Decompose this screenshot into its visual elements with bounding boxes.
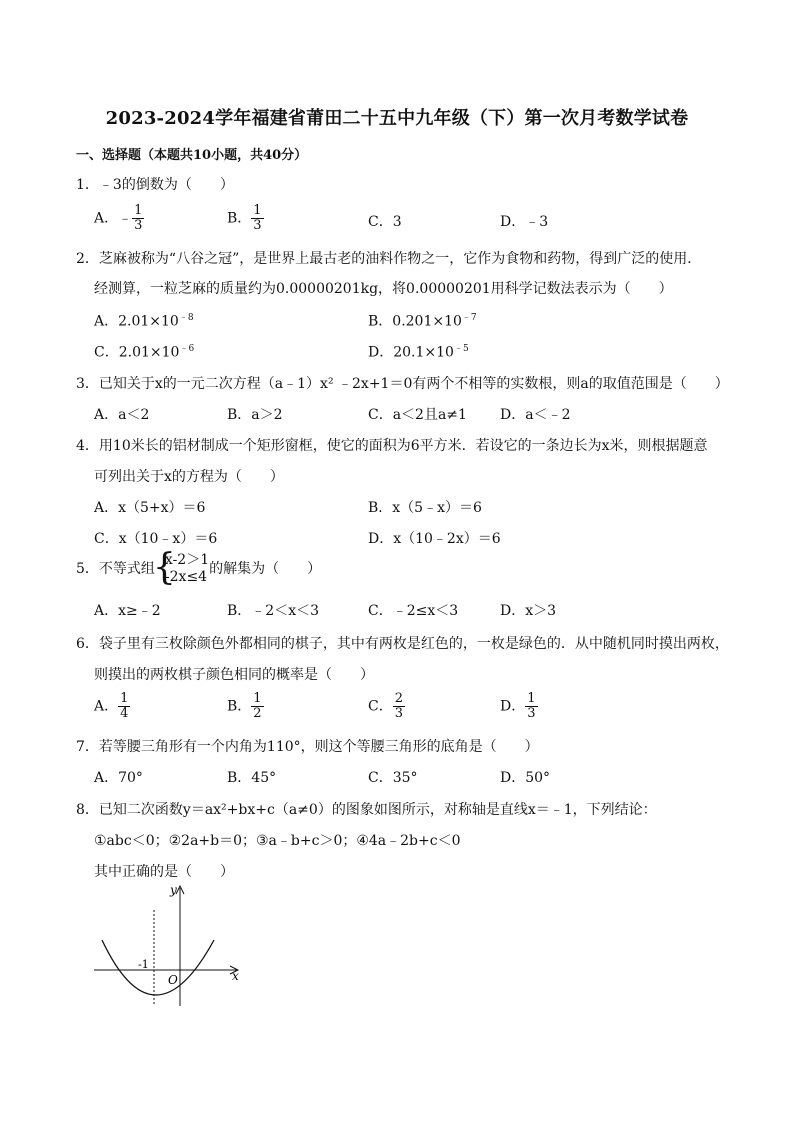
q3-stem: 3．已知关于x的一元二次方程（a﹣1）x² ﹣2x+1＝0有两个不相等的实数根，则a的取值范围是（ ） (76, 376, 729, 392)
fraction: $\frac{1}{3}$ (527, 691, 536, 721)
origin-label: O (168, 973, 178, 987)
q5-option-d[interactable]: D．x＞3 (500, 603, 557, 619)
q4-stem-line2: 可列出关于x的方程为（ ） (94, 469, 284, 485)
minus-one-label: -1 (138, 958, 149, 971)
q3-option-c[interactable]: C．a＜2且a≠1 (368, 407, 467, 423)
fraction: $\frac{1}{4}$ (120, 691, 129, 721)
q1-option-b[interactable]: B． $\frac{1}{3}$ (227, 203, 262, 233)
q2-option-a[interactable]: A．$2.01\times 10^{﹣8}$ (94, 313, 194, 330)
x-axis-label: x (232, 969, 239, 983)
q4-stem-line1: 4．用10米长的铝材制成一个矩形窗框，使它的面积为6平方米．若设它的一条边长为x米，则根据题意 (76, 438, 708, 454)
fraction: $\frac{1}{3}$ (134, 203, 143, 233)
q1-option-c[interactable]: C．3 (368, 214, 402, 230)
q6-option-c[interactable]: C． $\frac{2}{3}$ (368, 691, 403, 721)
q2-option-d[interactable]: D．$20.1\times 10^{﹣5}$ (368, 344, 469, 361)
q4-option-d[interactable]: D．x（10﹣2x）＝6 (368, 531, 501, 547)
fraction: $\frac{1}{3}$ (253, 203, 262, 233)
fraction: $\frac{1}{2}$ (253, 691, 262, 721)
parabola-curve (102, 940, 214, 995)
fraction: $\frac{2}{3}$ (394, 691, 403, 721)
section-heading: 一、选择题（本题共10小题，共40分） (76, 148, 308, 163)
q8-ask: 其中正确的是（ ） (94, 864, 234, 880)
q1-stem: 1．﹣3的倒数为（ ） (76, 177, 234, 193)
q7-option-c[interactable]: C．35° (368, 770, 418, 786)
q5-option-a[interactable]: A．x≥﹣2 (94, 603, 161, 619)
q4-option-a[interactable]: A．x（5+x）＝6 (94, 500, 206, 516)
q5-option-b[interactable]: B．﹣2＜x＜3 (227, 603, 319, 619)
q2-stem-line1: 2．芝麻被称为“八谷之冠”，是世界上最古老的油料作物之一，它作为食物和药物，得到广泛的使用． (76, 251, 702, 267)
q1-option-a[interactable]: A．﹣ $\frac{1}{3}$ (94, 203, 143, 233)
q8-stem: 8．已知二次函数y＝ax²+bx+c（a≠0）的图象如图所示，对称轴是直线x＝﹣1，下列结论： (76, 802, 657, 818)
q6-option-b[interactable]: B． $\frac{1}{2}$ (227, 691, 262, 721)
q2-option-b[interactable]: B．$0.201\times 10^{﹣7}$ (368, 313, 477, 330)
q7-option-d[interactable]: D．50° (500, 770, 551, 786)
q7-option-a[interactable]: A．70° (94, 770, 143, 786)
q3-option-a[interactable]: A．a＜2 (94, 407, 150, 423)
y-axis-label: y (170, 883, 177, 897)
q6-option-a[interactable]: A． $\frac{1}{4}$ (94, 691, 129, 721)
q3-option-b[interactable]: B．a＞2 (227, 407, 283, 423)
inequality-system: { x-2＞1 -2x≤4 (152, 547, 210, 588)
q5-option-c[interactable]: C．﹣2≤x＜3 (368, 603, 459, 619)
q4-option-c[interactable]: C．x（10﹣x）＝6 (94, 531, 218, 547)
q6-option-d[interactable]: D． $\frac{1}{3}$ (500, 691, 536, 721)
q2-stem-line2: 经测算，一粒芝麻的质量约为0.00000201kg，将0.00000201用科学记数法表示为（ ） (94, 281, 673, 297)
q6-stem-line2: 则摸出的两枚棋子颜色相同的概率是（ ） (94, 667, 374, 683)
q5-stem: 5．不等式组 { x-2＞1 -2x≤4 的解集为（ ） (76, 547, 322, 588)
q8-conclusions: ①abc＜0；②2a+b＝0；③a﹣b+c＞0；④4a﹣2b+c＜0 (94, 833, 461, 849)
q2-option-c[interactable]: C．$2.01\times 10^{﹣6}$ (94, 344, 195, 361)
q1-option-d[interactable]: D．﹣3 (500, 214, 549, 230)
q3-option-d[interactable]: D．a＜﹣2 (500, 407, 571, 423)
parabola-graph (90, 880, 250, 1010)
q6-stem-line1: 6．袋子里有三枚除颜色外都相同的棋子，其中有两枚是红色的，一枚是绿色的．从中随机同时摸出两枚， (76, 636, 729, 652)
q7-stem: 7．若等腰三角形有一个内角为110°，则这个等腰三角形的底角是（ ） (76, 739, 539, 755)
q7-option-b[interactable]: B．45° (227, 770, 277, 786)
q4-option-b[interactable]: B．x（5﹣x）＝6 (368, 500, 482, 516)
exam-title: 2023-2024学年福建省莆田二十五中九年级（下）第一次月考数学试卷 (105, 108, 689, 129)
